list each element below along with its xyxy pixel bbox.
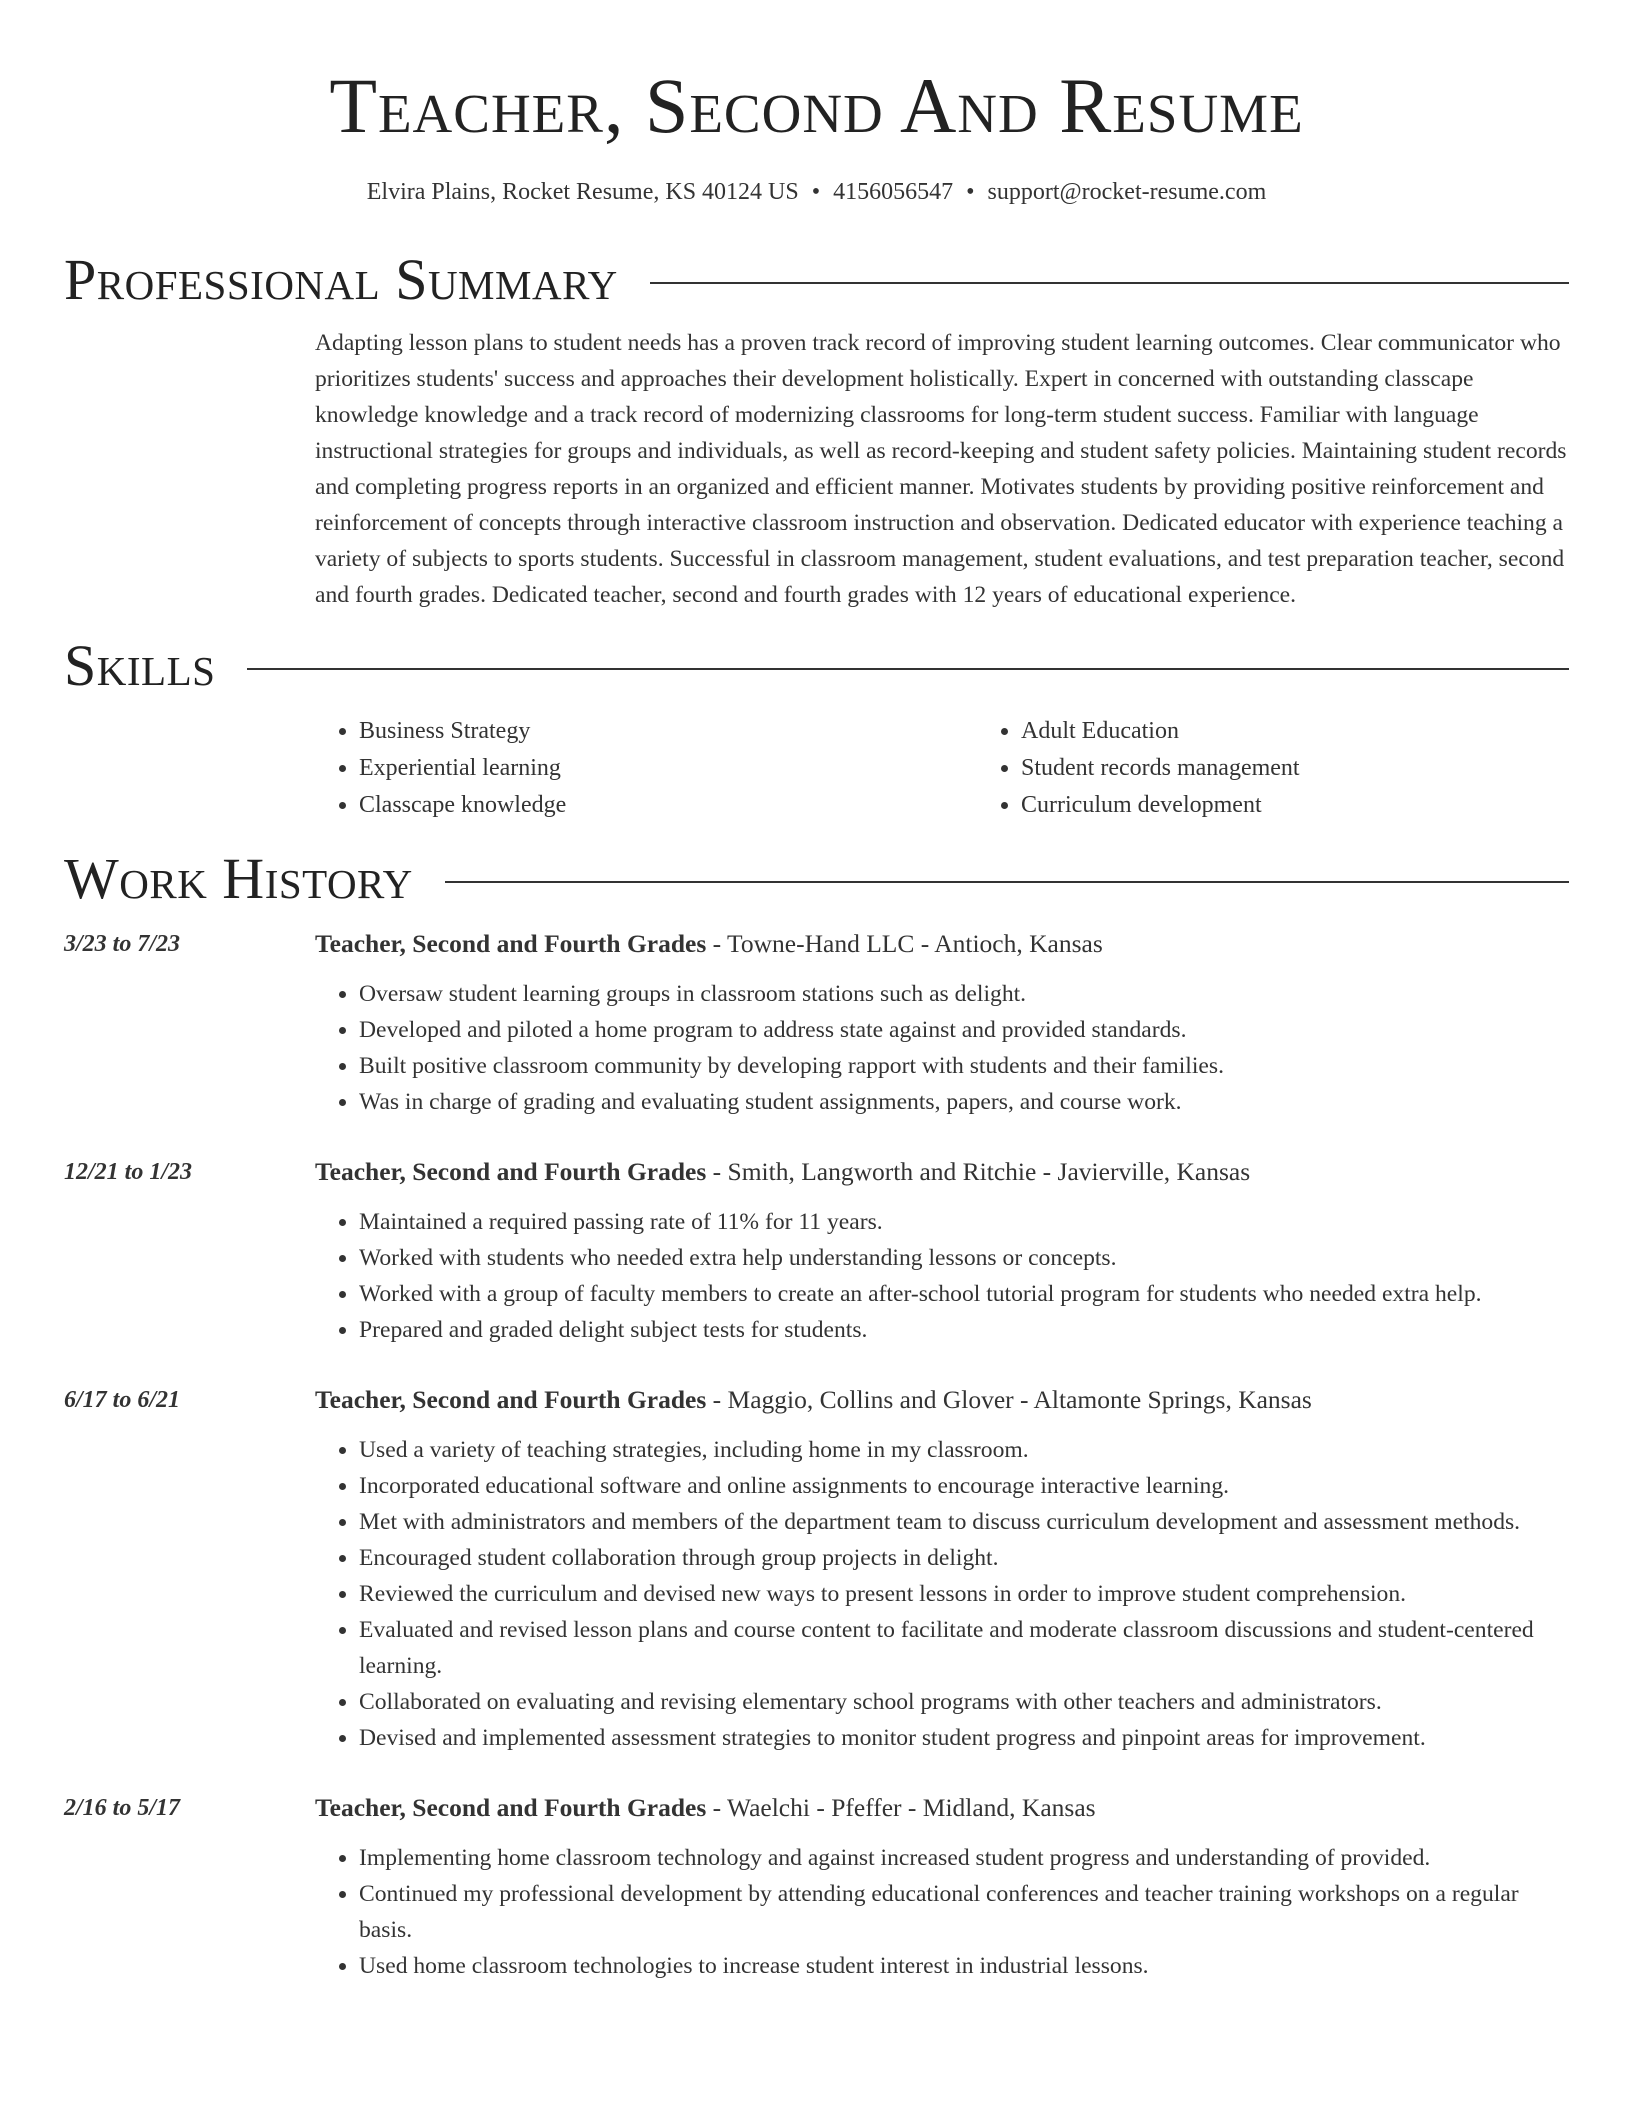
job-bullet: • Prepared and graded delight subject tests for students. bbox=[359, 1312, 1569, 1348]
contact-line bbox=[64, 177, 1569, 207]
job-bullet: • Oversaw student learning groups in classroom stations such as delight. bbox=[359, 976, 1569, 1012]
section-divider bbox=[650, 282, 1569, 284]
separator: • bbox=[966, 179, 975, 205]
job-bullet: • Developed and piloted a home program to address state against and provided standards. bbox=[359, 1012, 1569, 1048]
job-bullets bbox=[315, 976, 1569, 1120]
job-bullet: • Continued my professional development by attending educational conferences and teacher training workshops on a regular basis. bbox=[359, 1876, 1569, 1948]
job-date: 6/17 to 6/21 bbox=[64, 1387, 181, 1413]
job-bullet: • Collaborated on evaluating and revising elementary school programs with other teachers and administrators. bbox=[359, 1684, 1569, 1720]
job-employer: - Maggio, Collins and Glover - Altamonte Springs, Kansas bbox=[706, 1385, 1312, 1414]
section-work-header bbox=[64, 846, 1569, 912]
section-divider bbox=[445, 881, 1569, 883]
job-employer: - Waelchi - Pfeffer - Midland, Kansas bbox=[706, 1793, 1096, 1822]
email-link[interactable]: support@rocket-resume.com bbox=[987, 179, 1267, 205]
job-title: Teacher, Second and Fourth Grades bbox=[315, 1793, 707, 1822]
section-heading-work: Work History bbox=[64, 846, 413, 911]
job-date: 3/23 to 7/23 bbox=[64, 931, 181, 957]
phone: 4156056547 bbox=[833, 179, 954, 205]
job-bullet: • Used a variety of teaching strategies, including home in my classroom. bbox=[359, 1432, 1569, 1468]
job-employer: - Smith, Langworth and Ritchie - Javierville, Kansas bbox=[706, 1157, 1251, 1186]
skill-item: • Adult Education bbox=[1021, 713, 1300, 750]
job-title-line bbox=[315, 1382, 1569, 1418]
job-bullet: • Encouraged student collaboration through group projects in delight. bbox=[359, 1540, 1569, 1576]
job-bullet: • Worked with a group of faculty members to create an after-school tutorial program for students who needed extra help. bbox=[359, 1276, 1569, 1312]
job-employer: - Towne-Hand LLC - Antioch, Kansas bbox=[706, 929, 1103, 958]
address: Elvira Plains, Rocket Resume, KS 40124 US bbox=[366, 179, 799, 205]
section-heading-skills: Skills bbox=[64, 633, 216, 698]
job-bullets bbox=[315, 1840, 1569, 1984]
job-title-line bbox=[315, 1790, 1569, 1826]
job-bullet: • Used home classroom technologies to increase student interest in industrial lessons. bbox=[359, 1948, 1569, 1984]
skills-list bbox=[315, 713, 1569, 824]
skill-item: • Student records management bbox=[1021, 750, 1300, 787]
job-title-line bbox=[315, 1154, 1569, 1190]
job-bullets bbox=[315, 1432, 1569, 1756]
job-body bbox=[315, 1790, 1569, 1984]
job-bullet: • Implementing home classroom technology and against increased student progress and understanding of provided. bbox=[359, 1840, 1569, 1876]
job-body bbox=[315, 1382, 1569, 1756]
job-bullet: • Met with administrators and members of the department team to discuss curriculum development and assessment methods. bbox=[359, 1504, 1569, 1540]
section-heading-summary: Professional Summary bbox=[64, 247, 618, 312]
job-date: 12/21 to 1/23 bbox=[64, 1159, 193, 1185]
section-divider bbox=[247, 668, 1569, 670]
job-title-line bbox=[315, 926, 1569, 962]
job-bullet: • Reviewed the curriculum and devised new ways to present lessons in order to improve student comprehension. bbox=[359, 1576, 1569, 1612]
section-summary-header bbox=[64, 247, 1569, 313]
job-bullet: • Incorporated educational software and online assignments to encourage interactive learning. bbox=[359, 1468, 1569, 1504]
job-bullet: • Evaluated and revised lesson plans and course content to facilitate and moderate classroom discussions and student-centered learning. bbox=[359, 1612, 1569, 1684]
job-bullet: • Built positive classroom community by developing rapport with students and their families. bbox=[359, 1048, 1569, 1084]
job-entry bbox=[64, 926, 1569, 1120]
job-title: Teacher, Second and Fourth Grades bbox=[315, 1385, 707, 1414]
section-skills-header bbox=[64, 633, 1569, 699]
summary-text: Adapting lesson plans to student needs has a proven track record of improving student learning outcomes. Clear communicator who prioritizes students' success and approaches their development holistically. Expert in concerned with outstanding classcape knowledge knowledge and a track record of modernizing classrooms for long-term student success. Familiar with language instructional strategies for groups and individuals, as well as record-keeping and student safety policies. Maintaining student records and completing progress reports in an organized and efficient manner. Motivates students by providing positive reinforcement and reinforcement of concepts through interactive classroom instruction and observation. Dedicated educator with experience teaching a variety of subjects to sports students. Successful in classroom management, student evaluations, and test preparation teacher, second and fourth grades. Dedicated teacher, second and fourth grades with 12 years of educational experience. bbox=[315, 330, 1567, 608]
skill-item: • Classcape knowledge bbox=[359, 787, 977, 824]
skills-column-left bbox=[315, 713, 977, 824]
job-date: 2/16 to 5/17 bbox=[64, 1795, 181, 1821]
separator: • bbox=[811, 179, 821, 205]
job-bullet: • Maintained a required passing rate of 11% for 11 years. bbox=[359, 1204, 1569, 1240]
job-entry bbox=[64, 1154, 1569, 1348]
job-body bbox=[315, 1154, 1569, 1348]
skill-item: • Curriculum development bbox=[1021, 787, 1300, 824]
job-entry bbox=[64, 1790, 1569, 1984]
skills-column-right bbox=[977, 713, 1300, 824]
skill-item: • Experiential learning bbox=[359, 750, 977, 787]
resume-title: Teacher, Second And Resume bbox=[329, 62, 1304, 149]
skill-item: • Business Strategy bbox=[359, 713, 977, 750]
job-entry bbox=[64, 1382, 1569, 1756]
job-body bbox=[315, 926, 1569, 1120]
job-bullet: • Devised and implemented assessment strategies to monitor student progress and pinpoint areas for improvement. bbox=[359, 1720, 1569, 1756]
job-bullets bbox=[315, 1204, 1569, 1348]
job-title: Teacher, Second and Fourth Grades bbox=[315, 1157, 707, 1186]
job-bullet: • Was in charge of grading and evaluating student assignments, papers, and course work. bbox=[359, 1084, 1569, 1120]
job-title: Teacher, Second and Fourth Grades bbox=[315, 929, 707, 958]
job-bullet: • Worked with students who needed extra help understanding lessons or concepts. bbox=[359, 1240, 1569, 1276]
